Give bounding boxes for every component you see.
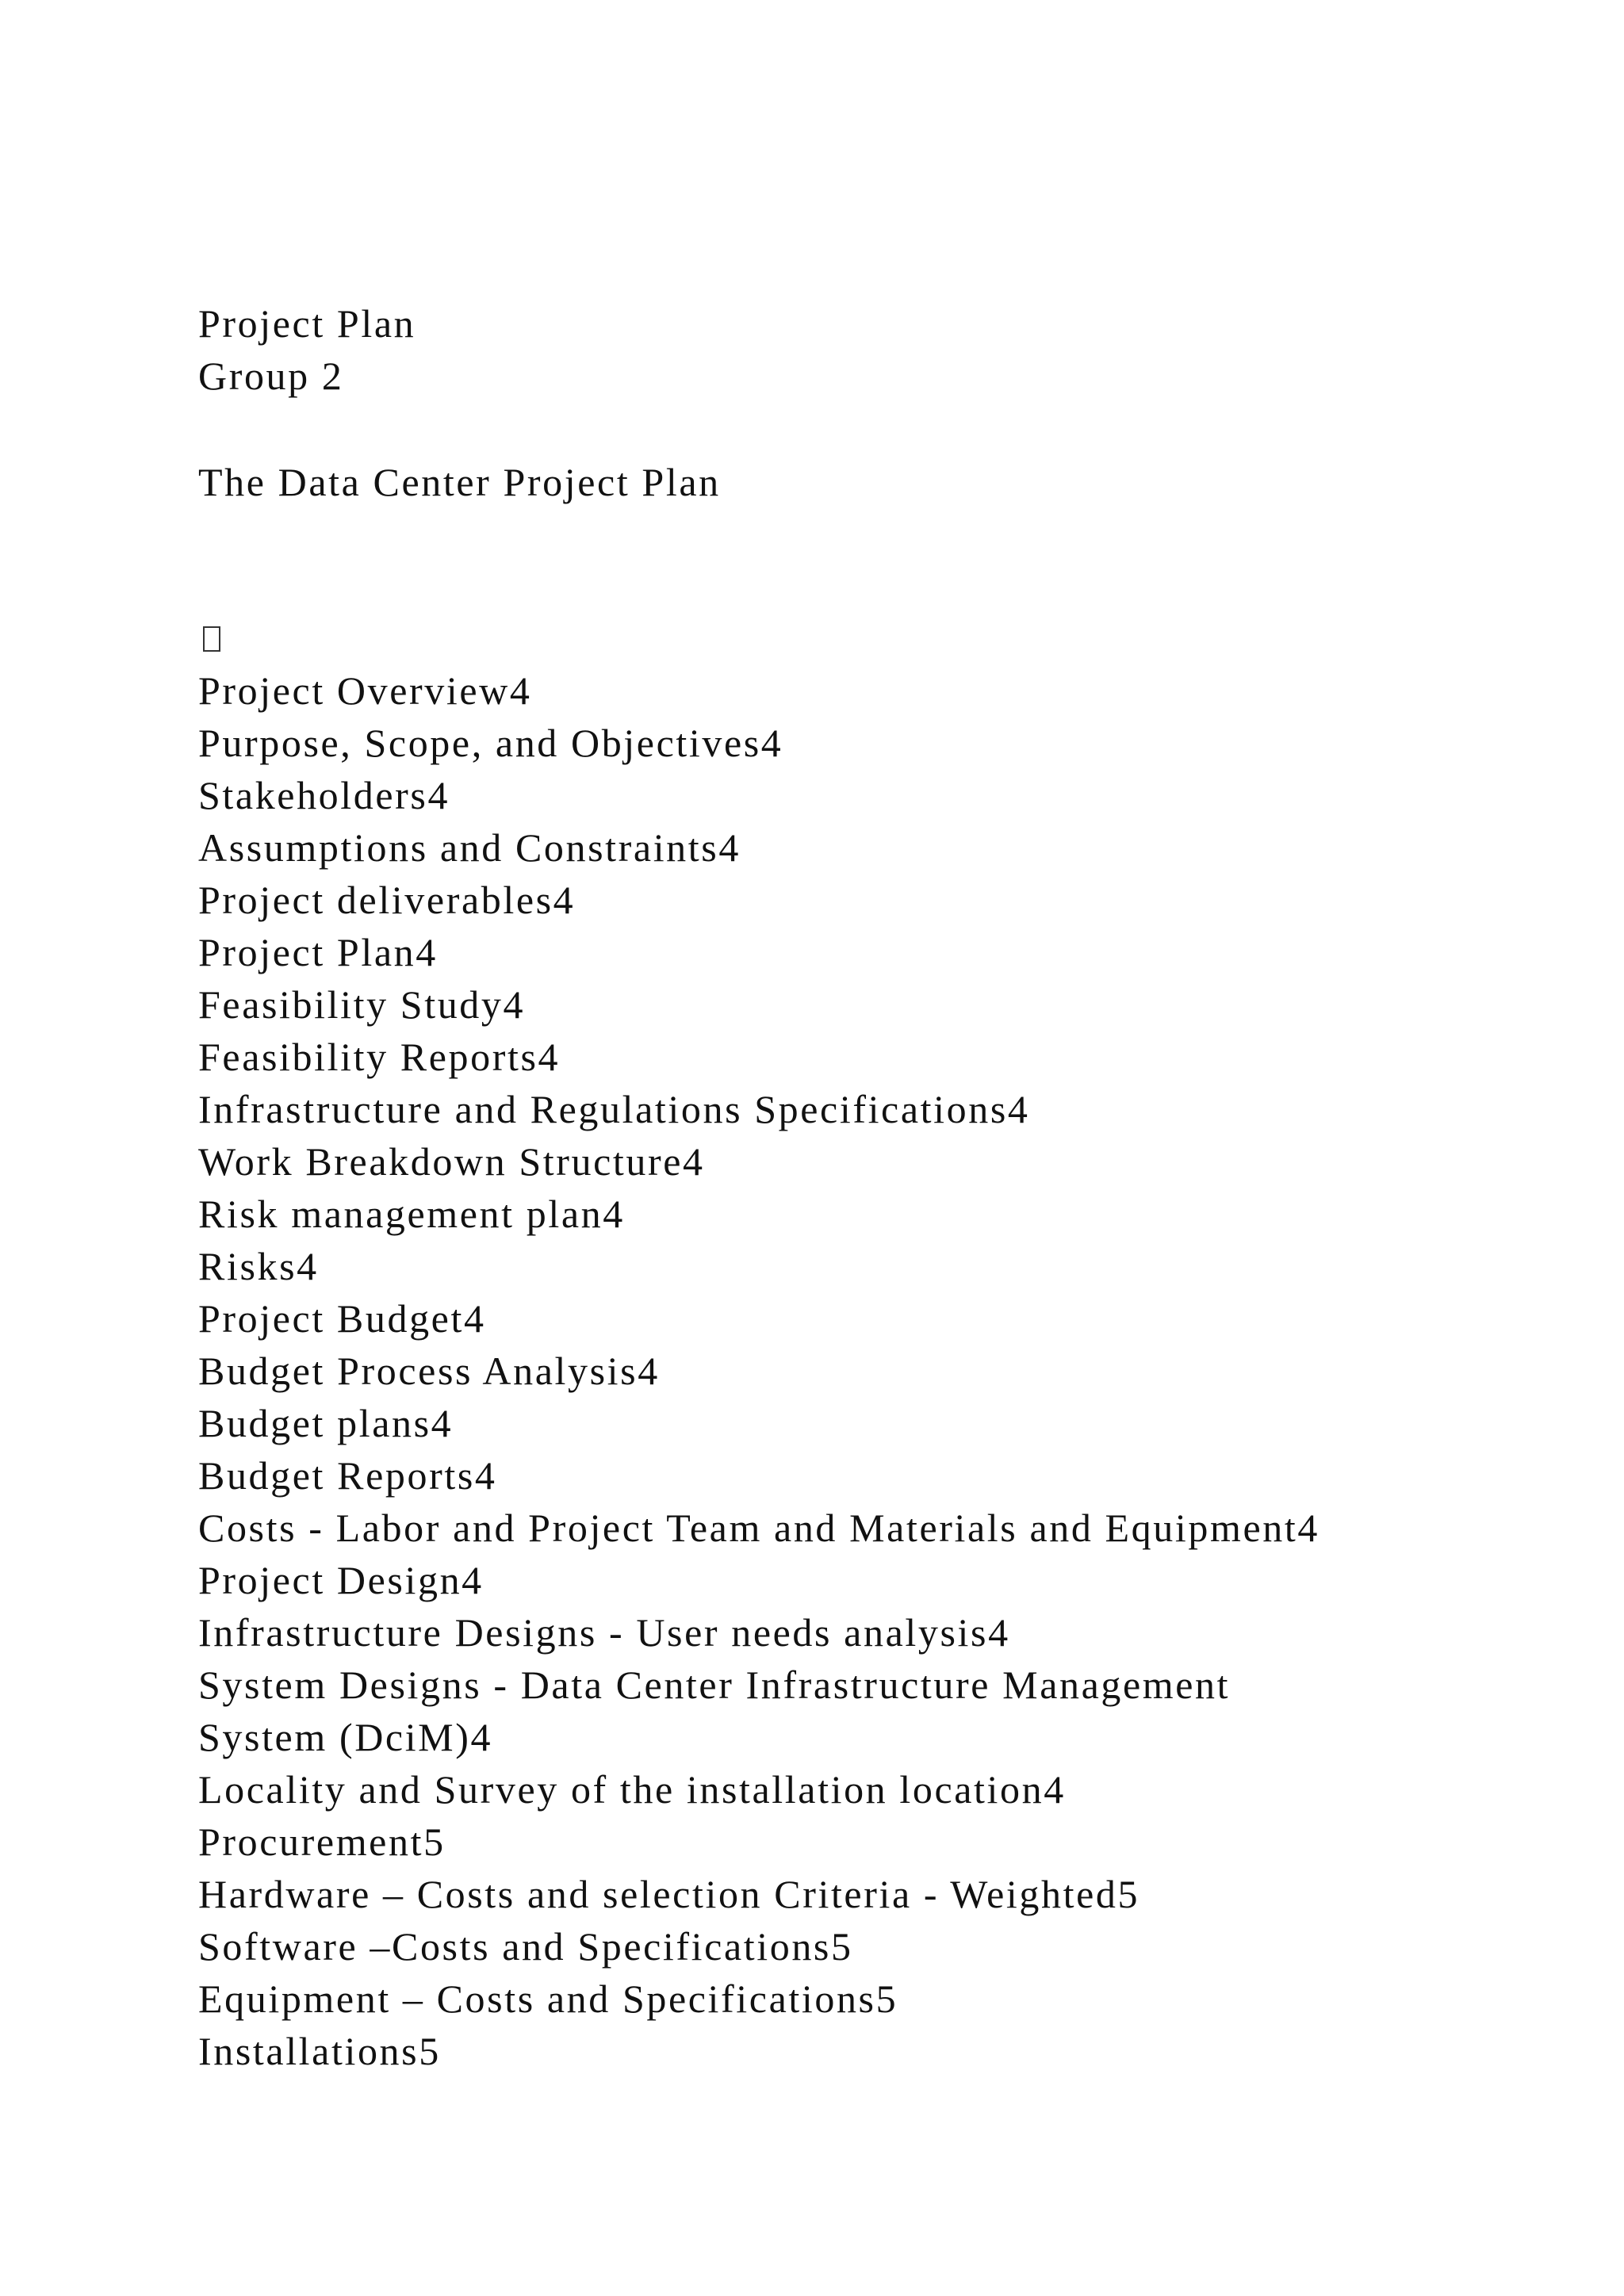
toc-entry: Risks4 [198, 1244, 319, 1288]
toc-entry: Stakeholders4 [198, 773, 450, 817]
document-title-text: The Data Center Project Plan [198, 460, 721, 504]
toc-entry: Assumptions and Constraints4 [198, 825, 741, 870]
toc-entry: Equipment – Costs and Specifications5 [198, 1976, 898, 2021]
toc-entry: Installations5 [198, 2029, 441, 2073]
toc-entry: Budget plans4 [198, 1401, 454, 1445]
missing-glyph-icon [203, 626, 220, 652]
toc-entry: Costs - Labor and Project Team and Materials and Equipment4 [198, 1506, 1320, 1550]
header [198, 297, 416, 402]
toc-entry: Infrastructure and Regulations Specifications4 [198, 1087, 1030, 1131]
toc-entry: Software –Costs and Specifications5 [198, 1924, 853, 1969]
toc-entry: Budget Reports4 [198, 1453, 497, 1498]
toc-entry: Project Plan4 [198, 930, 438, 974]
toc-entry: Feasibility Reports4 [198, 1035, 561, 1079]
toc-entry: Project Budget4 [198, 1296, 486, 1341]
toc-entry: Locality and Survey of the installation location4 [198, 1767, 1066, 1812]
document-title [198, 456, 721, 508]
toc-entry: System (DciM)4 [198, 1715, 493, 1759]
toc-entry: Procurement5 [198, 1820, 446, 1864]
toc-entry: Project Design4 [198, 1558, 484, 1602]
toc-entry: Project deliverables4 [198, 878, 576, 922]
toc-entry: Feasibility Study4 [198, 982, 526, 1027]
toc-entry: Hardware – Costs and selection Criteria - Weighted5 [198, 1872, 1140, 1916]
toc-entry: Project Overview4 [198, 668, 532, 713]
toc-entry: Infrastructure Designs - User needs analysis4 [198, 1610, 1010, 1655]
toc-entry: Work Breakdown Structure4 [198, 1139, 705, 1184]
header-group: Group 2 [198, 354, 344, 398]
toc-entry: Risk management plan4 [198, 1192, 625, 1236]
header-title: Project Plan [198, 301, 416, 346]
table-of-contents [198, 664, 1320, 2077]
toc-entry: System Designs - Data Center Infrastructure Management [198, 1663, 1231, 1707]
toc-entry: Budget Process Analysis4 [198, 1349, 660, 1393]
toc-entry: Purpose, Scope, and Objectives4 [198, 721, 783, 765]
